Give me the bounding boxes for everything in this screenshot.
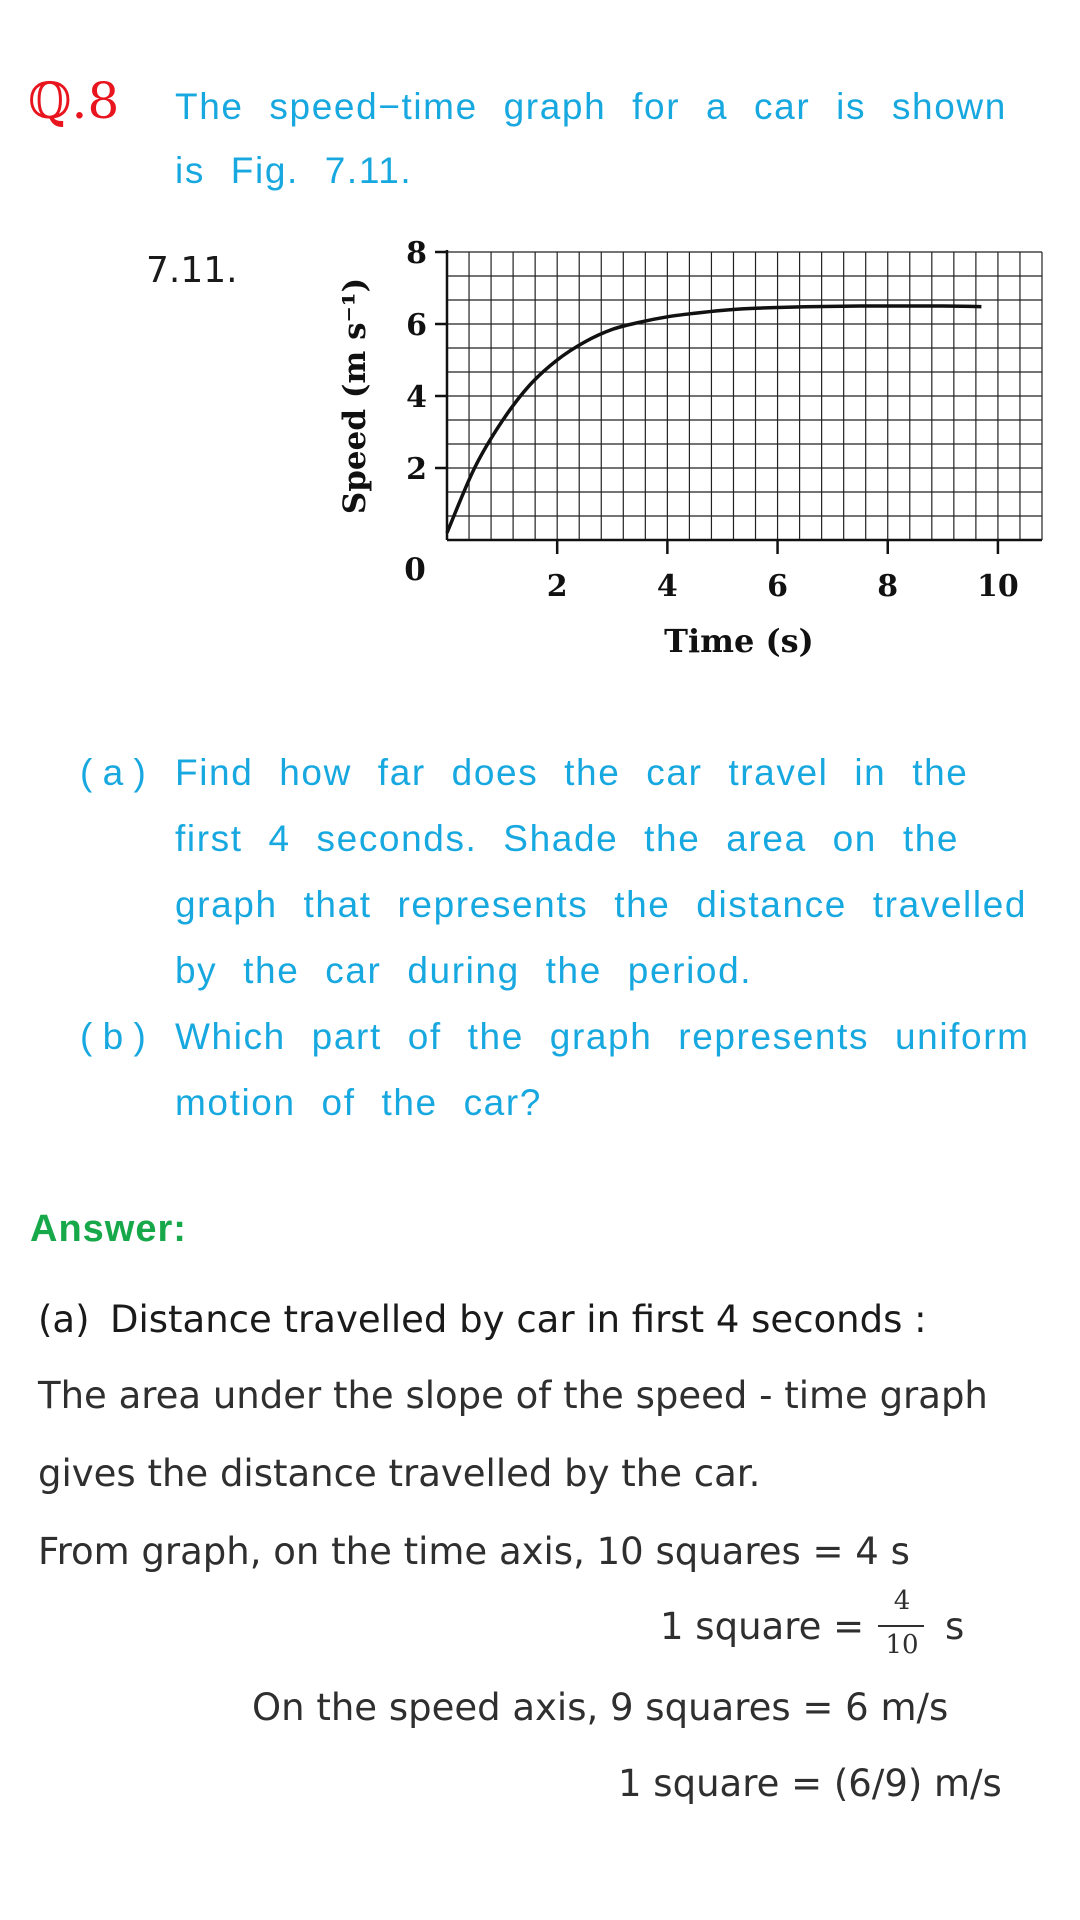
x-tick-label: 6 xyxy=(767,569,788,604)
chart-axes xyxy=(447,250,1042,540)
y-tick-label: 4 xyxy=(406,380,427,415)
answer-line-2: gives the distance travelled by the car. xyxy=(38,1452,761,1495)
y-axis-label: Speed (m s⁻¹) xyxy=(337,277,373,515)
speed-time-chart xyxy=(330,230,1070,680)
answer-line-5: On the speed axis, 9 squares = 6 m/s xyxy=(252,1686,949,1729)
x-tick-label: 2 xyxy=(546,569,568,604)
answer-a-label: (a) xyxy=(38,1298,90,1341)
question-line-1: The speed−time graph for a car is shown xyxy=(175,86,1007,127)
question-number: ℚ.8 xyxy=(28,72,120,130)
answer-line-4-unit: s xyxy=(945,1605,965,1648)
chart-grid xyxy=(447,252,1042,540)
answer-line-6: 1 square = (6/9) m/s xyxy=(618,1762,1002,1805)
part-tag: ( b ) xyxy=(80,1016,146,1057)
part-line: first 4 seconds. Shade the area on the xyxy=(175,818,960,859)
part-line: motion of the car? xyxy=(175,1082,542,1123)
speed-curve xyxy=(447,306,981,533)
part-line: graph that represents the distance travelled xyxy=(175,884,1028,925)
part-line: by the car during the period. xyxy=(175,950,753,991)
question-line-2: is Fig. 7.11. xyxy=(175,150,413,191)
x-tick-label: 10 xyxy=(977,569,1019,604)
part-line: Which part of the graph represents uniform xyxy=(175,1016,1030,1057)
x-tick-label: 4 xyxy=(656,569,678,604)
origin-label: 0 xyxy=(404,552,426,588)
x-axis-label: Time (s) xyxy=(664,622,814,660)
fraction-numerator: 4 xyxy=(893,1586,911,1616)
answer-a-title: Distance travelled by car in first 4 seconds : xyxy=(110,1298,927,1341)
answer-line-3: From graph, on the time axis, 10 squares = 4 s xyxy=(38,1530,910,1573)
figure-label: 7.11. xyxy=(146,250,238,291)
fraction-denominator: 10 xyxy=(885,1630,919,1660)
y-tick-label: 2 xyxy=(406,452,427,487)
part-tag: ( a ) xyxy=(80,752,146,793)
y-tick-label: 8 xyxy=(406,236,427,271)
answer-line-1: The area under the slope of the speed - time graph xyxy=(38,1374,988,1417)
part-line: Find how far does the car travel in the xyxy=(175,752,969,793)
fraction-bar xyxy=(878,1625,924,1627)
y-tick-label: 6 xyxy=(406,308,427,343)
answer-heading: Answer: xyxy=(30,1208,187,1250)
x-tick-label: 8 xyxy=(877,569,899,604)
answer-line-4-prefix: 1 square = xyxy=(660,1605,865,1648)
